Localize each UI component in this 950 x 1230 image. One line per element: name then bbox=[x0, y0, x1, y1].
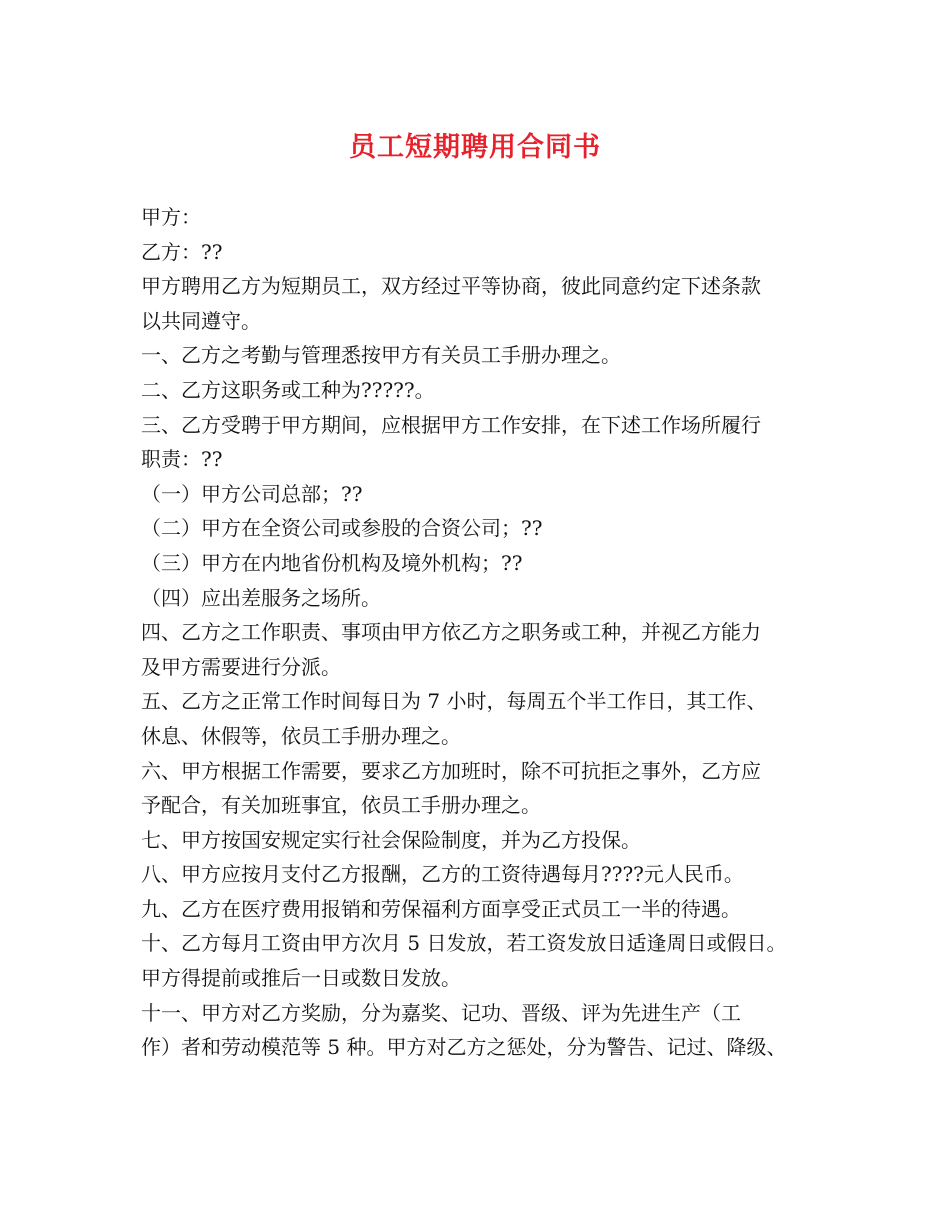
document-body bbox=[141, 200, 831, 1065]
text-line: （三）甲方在内地省份机构及境外机构；?? bbox=[141, 550, 523, 575]
text-line: 甲方： bbox=[141, 205, 201, 229]
text-line: 甲方聘用乙方为短期员工，双方经过平等协商，彼此同意约定下述条款 bbox=[141, 274, 761, 299]
text-line: 及甲方需要进行分派。 bbox=[141, 654, 341, 679]
text-line: （四）应出差服务之场所。 bbox=[141, 585, 381, 610]
text-line: 休息、休假等，依员工手册办理之。 bbox=[141, 723, 461, 748]
text-line: 予配合，有关加班事宜，依员工手册办理之。 bbox=[141, 793, 541, 818]
text-line: 三、乙方受聘于甲方期间，应根据甲方工作安排，在下述工作场所履行 bbox=[141, 412, 761, 437]
text-line: 以共同遵守。 bbox=[141, 308, 261, 333]
text-line: 一、乙方之考勤与管理悉按甲方有关员工手册办理之。 bbox=[141, 343, 621, 368]
text-line: 乙方：?? bbox=[141, 239, 223, 264]
text-line: （一）甲方公司总部；?? bbox=[141, 481, 363, 506]
text-line: 六、甲方根据工作需要，要求乙方加班时，除不可抗拒之事外，乙方应 bbox=[141, 758, 761, 783]
text-line: 十、乙方每月工资由甲方次月 5 日发放，若工资发放日适逢周日或假日。 bbox=[141, 931, 787, 956]
text-line: 五、乙方之正常工作时间每日为 7 小时，每周五个半工作日，其工作、 bbox=[141, 689, 767, 714]
text-line: 七、甲方按国安规定实行社会保险制度，并为乙方投保。 bbox=[141, 827, 641, 852]
text-line: 作）者和劳动模范等 5 种。甲方对乙方之惩处，分为警告、记过、降级、 bbox=[141, 1035, 787, 1060]
text-line: 甲方得提前或推后一日或数日发放。 bbox=[141, 966, 461, 991]
text-line: 八、甲方应按月支付乙方报酬，乙方的工资待遇每月????元人民币。 bbox=[141, 862, 744, 887]
text-line: 十一、甲方对乙方奖励，分为嘉奖、记功、晋级、评为先进生产（工 bbox=[141, 1000, 741, 1025]
text-line: （二）甲方在全资公司或参股的合资公司；?? bbox=[141, 516, 543, 541]
text-line: 二、乙方这职务或工种为?????。 bbox=[141, 377, 435, 402]
document-title: 员工短期聘用合同书 bbox=[349, 132, 601, 163]
text-line: 四、乙方之工作职责、事项由甲方依乙方之职务或工种，并视乙方能力 bbox=[141, 620, 761, 645]
text-line: 职责：?? bbox=[141, 447, 223, 472]
text-line: 九、乙方在医疗费用报销和劳保福利方面享受正式员工一半的待遇。 bbox=[141, 896, 741, 921]
